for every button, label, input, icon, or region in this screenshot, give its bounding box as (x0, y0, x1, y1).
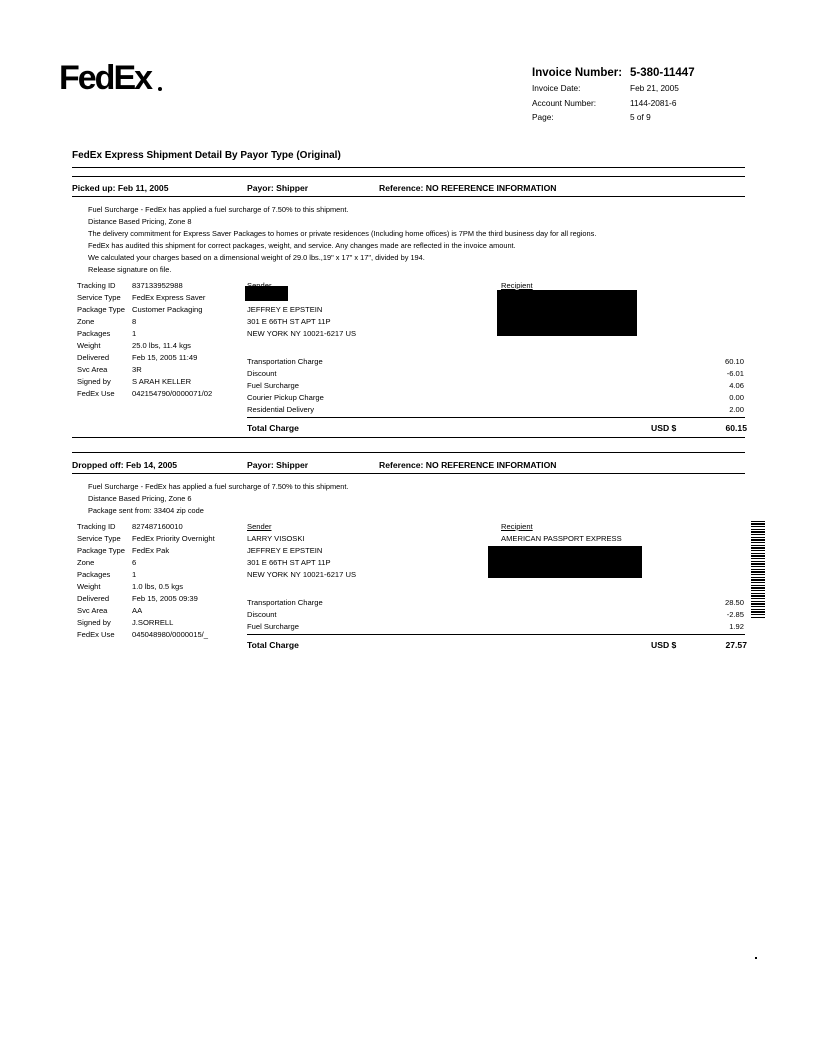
shipment-1-header-rule (72, 196, 745, 197)
sender-line: 301 E 66TH ST APT 11P (247, 558, 331, 567)
shipment-2-header-rule (72, 473, 745, 474)
charge-amount: 28.50 (724, 598, 744, 607)
fedex-logo (59, 59, 169, 95)
charge-amount: -6.01 (726, 369, 744, 378)
recipient-label: Recipient (501, 522, 533, 531)
charge-amount: 2.00 (729, 405, 744, 414)
svc-area: 3R (132, 365, 142, 374)
charge-amount: -2.85 (726, 610, 744, 619)
shipment-1-reference: Reference: NO REFERENCE INFORMATION (379, 183, 557, 193)
fedex-use: 042154790/0000071/02 (132, 389, 213, 398)
detail-label: Signed by (77, 618, 111, 627)
shipment-2-date: Dropped off: Feb 14, 2005 (72, 460, 178, 470)
recipient-label: Recipient (501, 281, 533, 290)
charge-label: Discount (247, 610, 277, 619)
redaction-block (488, 546, 642, 578)
charge-label: Transportation Charge (247, 598, 323, 607)
charge-amount: 1.92 (729, 622, 744, 631)
total-rule (247, 634, 745, 635)
delivered: Feb 15, 2005 09:39 (132, 594, 198, 603)
shipment-2-payor: Payor: Shipper (247, 460, 309, 470)
page-number: 5 of 9 (630, 112, 651, 122)
account-number-label: Account Number: (532, 98, 597, 108)
redaction-block (497, 290, 637, 336)
sender-line: NEW YORK NY 10021-6217 US (247, 329, 357, 338)
shipment-1-bottom-rule (72, 437, 745, 438)
shipment-1-date: Picked up: Feb 11, 2005 (72, 183, 169, 193)
recipient-line: AMERICAN PASSPORT EXPRESS (501, 534, 622, 543)
zone: 6 (132, 558, 137, 567)
tracking-id: 827487160010 (132, 522, 183, 531)
detail-label: Delivered (77, 353, 110, 362)
detail-label: FedEx Use (77, 630, 115, 639)
detail-label: Service Type (77, 534, 121, 543)
service-type: FedEx Priority Overnight (132, 534, 215, 543)
shipment-1-note: The delivery commitment for Express Saver Packages to homes or private residences (Including home offices) is 7PM the third business day for all regions. (88, 229, 597, 238)
shipment-1-note: FedEx has audited this shipment for correct packages, weight, and service. Any changes made are reflected in the invoice amount. (88, 241, 516, 250)
invoice-date-label: Invoice Date: (532, 83, 581, 93)
detail-label: Tracking ID (77, 281, 116, 290)
currency-label: USD $ (651, 423, 677, 433)
shipment-1-note: We calculated your charges based on a dimensional weight of 29.0 lbs.,19" x 17" x 17", divided by 194. (88, 253, 425, 262)
charge-label: Fuel Surcharge (247, 381, 299, 390)
detail-label: Package Type (77, 546, 125, 555)
signed-by: S ARAH KELLER (132, 377, 192, 386)
barcode (751, 521, 765, 619)
shipment-2-reference: Reference: NO REFERENCE INFORMATION (379, 460, 557, 470)
shipment-1-payor: Payor: Shipper (247, 183, 309, 193)
total-charge-label: Total Charge (247, 640, 299, 650)
detail-label: Package Type (77, 305, 125, 314)
invoice-number: 5-380-11447 (630, 67, 695, 79)
zone: 8 (132, 317, 137, 326)
total-charge: 60.15 (725, 423, 747, 433)
charge-label: Residential Delivery (247, 405, 315, 414)
packages: 1 (132, 329, 137, 338)
package-type: FedEx Pak (132, 546, 170, 555)
shipment-1-note: Fuel Surcharge - FedEx has applied a fuel surcharge of 7.50% to this shipment. (88, 205, 349, 214)
charge-amount: 4.06 (729, 381, 744, 390)
title-divider (72, 167, 745, 168)
total-charge: 27.57 (725, 640, 747, 650)
invoice-date: Feb 21, 2005 (630, 83, 679, 93)
sender-line: LARRY VISOSKI (247, 534, 305, 543)
detail-label: Svc Area (77, 606, 108, 615)
page-title: FedEx Express Shipment Detail By Payor Type (Original) (72, 150, 341, 161)
detail-label: Weight (77, 341, 101, 350)
page-mark (755, 957, 757, 959)
detail-label: Zone (77, 317, 95, 326)
sender-line: JEFFREY E EPSTEIN (247, 305, 323, 314)
sender-line: NEW YORK NY 10021-6217 US (247, 570, 357, 579)
sender-line: JEFFREY E EPSTEIN (247, 546, 323, 555)
shipment-1-note: Release signature on file. (88, 265, 172, 274)
shipment-2-note: Package sent from: 33404 zip code (88, 506, 204, 515)
delivered: Feb 15, 2005 11:49 (132, 353, 198, 362)
charge-label: Courier Pickup Charge (247, 393, 324, 402)
total-rule (247, 417, 745, 418)
charge-label: Transportation Charge (247, 357, 323, 366)
service-type: FedEx Express Saver (132, 293, 206, 302)
tracking-id: 837133952988 (132, 281, 183, 290)
shipment-1-note: Distance Based Pricing, Zone 8 (88, 217, 192, 226)
detail-label: Service Type (77, 293, 121, 302)
detail-label: Zone (77, 558, 95, 567)
weight: 1.0 lbs, 0.5 kgs (132, 582, 184, 591)
charge-amount: 0.00 (729, 393, 744, 402)
shipment-1-top-rule (72, 176, 745, 177)
sender-label: Sender (247, 522, 272, 531)
currency-label: USD $ (651, 640, 677, 650)
invoice-number-label: Invoice Number: (532, 67, 623, 79)
charge-label: Fuel Surcharge (247, 622, 299, 631)
account-number: 1144-2081-6 (630, 98, 677, 108)
detail-label: Tracking ID (77, 522, 116, 531)
detail-label: Packages (77, 329, 111, 338)
charge-amount: 60.10 (724, 357, 744, 366)
total-charge-label: Total Charge (247, 423, 299, 433)
weight: 25.0 lbs, 11.4 kgs (132, 341, 191, 350)
packages: 1 (132, 570, 137, 579)
detail-label: Delivered (77, 594, 110, 603)
signed-by: J.SORRELL (132, 618, 174, 627)
charge-label: Discount (247, 369, 277, 378)
shipment-2-note: Distance Based Pricing, Zone 6 (88, 494, 192, 503)
detail-label: Svc Area (77, 365, 108, 374)
fedex-use: 045048980/0000015/_ (132, 630, 209, 639)
shipment-2-note: Fuel Surcharge - FedEx has applied a fuel surcharge of 7.50% to this shipment. (88, 482, 349, 491)
sender-line: 301 E 66TH ST APT 11P (247, 317, 331, 326)
detail-label: Signed by (77, 377, 111, 386)
detail-label: Weight (77, 582, 101, 591)
detail-label: Packages (77, 570, 111, 579)
svc-area: AA (132, 606, 143, 615)
page-label: Page: (532, 112, 554, 122)
fedex-logo-text: FedEx (59, 59, 152, 95)
redaction-block (245, 286, 288, 301)
detail-label: FedEx Use (77, 389, 115, 398)
package-type: Customer Packaging (132, 305, 203, 314)
shipment-2-top-rule (72, 452, 745, 453)
